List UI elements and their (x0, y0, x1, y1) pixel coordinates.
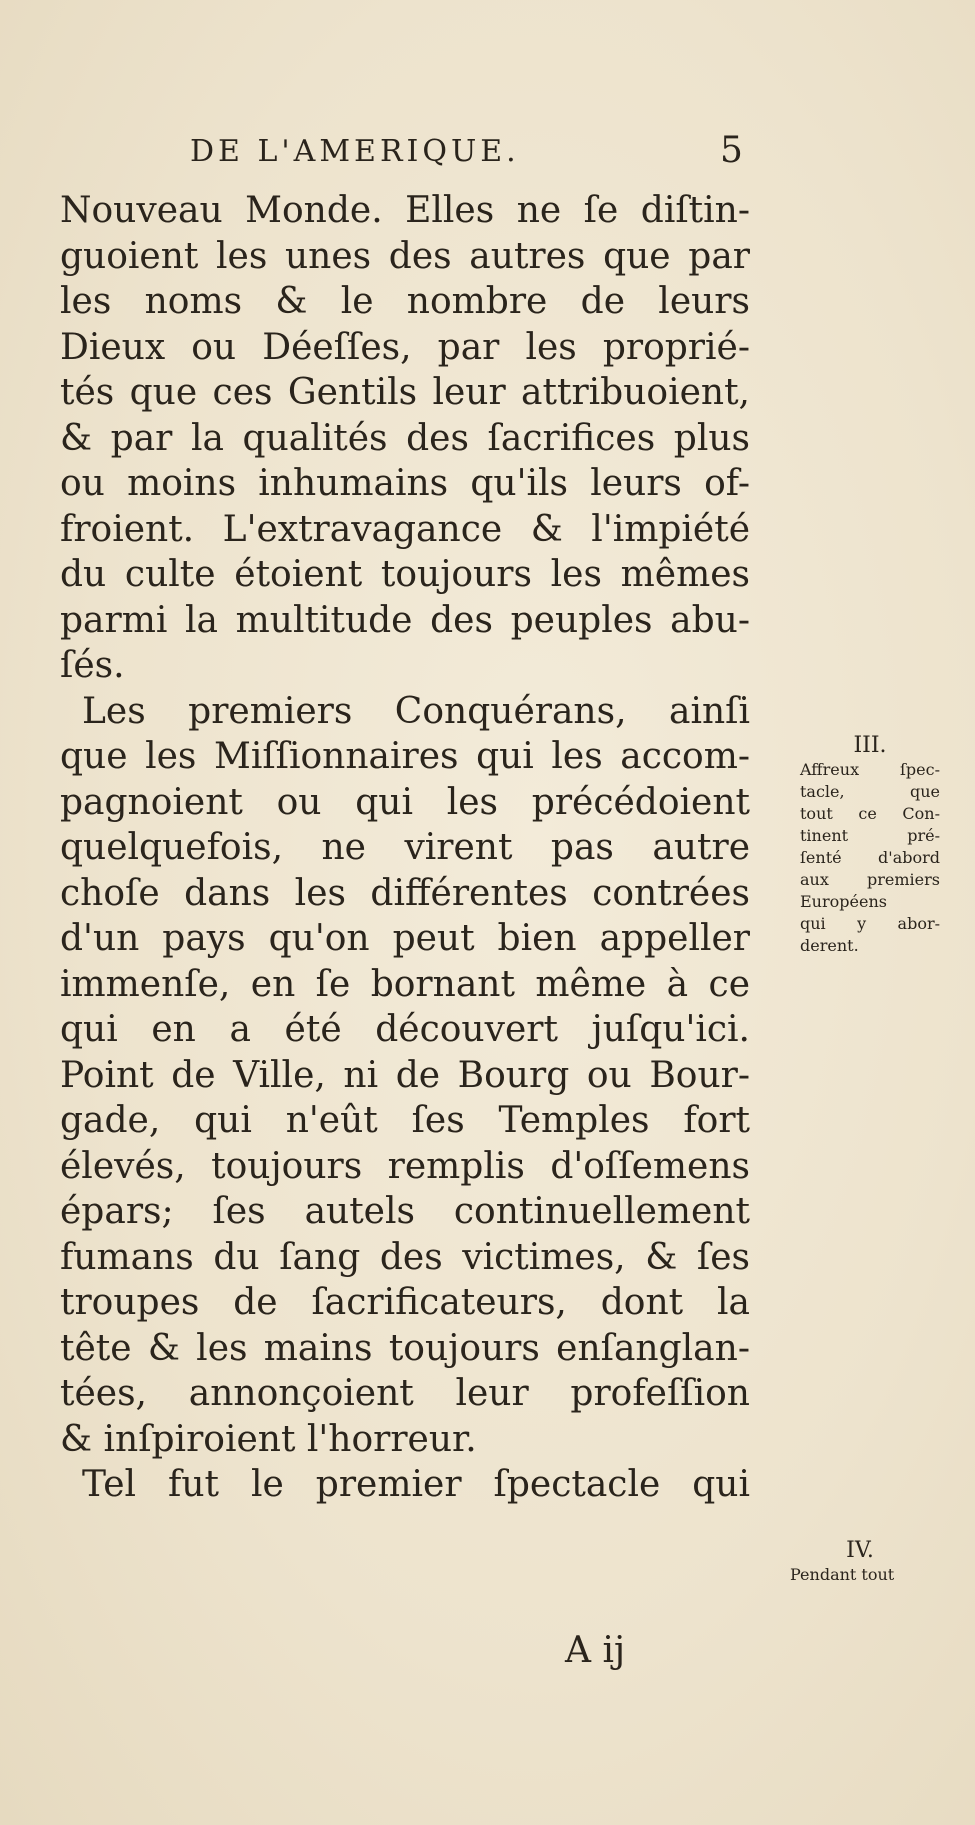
margin-note-line: ſenté d'abord (800, 848, 940, 867)
text-line: & inſpiroient l'horreur. (60, 1418, 477, 1460)
text-line: troupes de ſacrificateurs, dont la (60, 1282, 750, 1323)
running-head: DE L'AMERIQUE. (190, 134, 520, 169)
text-line: pagnoient ou qui les précédoient (60, 781, 750, 823)
page-number: 5 (720, 130, 743, 171)
text-line: fumans du ſang des victimes, & ſes (60, 1236, 750, 1278)
text-line: tés que ces Gentils leur attribuoient, (60, 372, 750, 413)
text-line: d'un pays qu'on peut bien appeller (60, 918, 750, 959)
margin-note-iv (790, 1540, 930, 1586)
margin-note-number: IV. (846, 1538, 874, 1563)
margin-note-line: qui y abor- (800, 914, 940, 933)
text-line: froient. L'extravagance & l'impiété (60, 508, 750, 550)
text-line: parmi la multitude des peuples abu- (60, 599, 750, 641)
text-line: Nouveau Monde. Elles ne ſe diſtin- (60, 190, 750, 231)
text-line: & par la qualités des ſacrifices plus (60, 417, 750, 459)
margin-note-line: Affreux ſpec- (800, 760, 940, 779)
text-line: gade, qui n'eût ſes Temples fort (60, 1100, 750, 1141)
text-line: ſés. (60, 645, 125, 686)
text-line: ou moins inhumains qu'ils leurs of- (60, 463, 750, 504)
text-line: Point de Ville, ni de Bourg ou Bour- (60, 1054, 750, 1096)
text-line: que les Miſſionnaires qui les accom- (60, 736, 750, 777)
margin-note-line: Européens (800, 892, 887, 911)
text-line: choſe dans les différentes contrées (60, 872, 750, 914)
margin-note-line: tinent pré- (800, 826, 940, 845)
text-line: les noms & le nombre de leurs (60, 281, 750, 322)
text-line: qui en a été découvert juſqu'ici. (60, 1009, 750, 1050)
margin-note-line: aux premiers (800, 870, 940, 889)
margin-note-number: III. (853, 733, 887, 758)
text-line: tées, annonçoient leur profeſſion (60, 1373, 750, 1414)
text-line: élevés, toujours remplis d'oſſemens (60, 1145, 750, 1187)
margin-note-line: Pendant tout (790, 1565, 895, 1584)
margin-note-iii (800, 735, 940, 957)
text-line: Tel fut le premier ſpectacle qui (82, 1464, 750, 1505)
text-line: Dieux ou Déeſſes, par les proprié- (60, 326, 750, 368)
text-line: guoient les unes des autres que par (60, 235, 750, 277)
margin-note-line: derent. (800, 936, 859, 955)
text-line: tête & les mains toujours enſanglan- (60, 1327, 750, 1369)
text-line: du culte étoient toujours les mêmes (60, 554, 750, 595)
text-line: immenſe, en ſe bornant même à ce (60, 963, 750, 1005)
body-text (60, 188, 750, 1508)
text-line: épars; ſes autels continuellement (60, 1191, 750, 1232)
text-line: Les premiers Conquérans, ainſi (82, 690, 750, 732)
margin-note-line: tout ce Con- (800, 804, 940, 823)
text-line: quelquefois, ne virent pas autre (60, 827, 750, 868)
page-header (60, 130, 760, 190)
signature-mark: A ij (565, 1630, 626, 1671)
margin-note-line: tacle, que (800, 782, 940, 801)
